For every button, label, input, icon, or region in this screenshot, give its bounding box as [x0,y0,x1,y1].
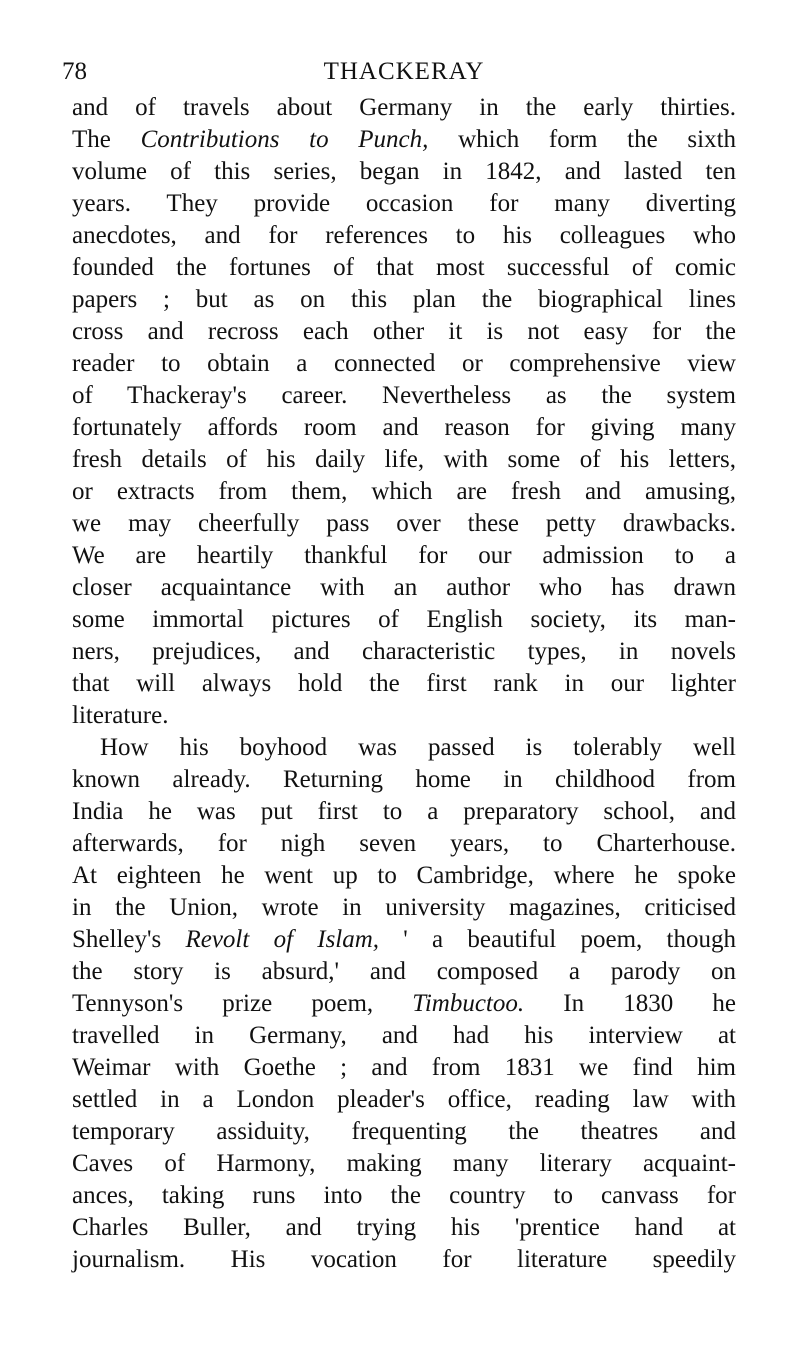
text-line: cross and recross each other it is not easy for the [72,318,736,345]
text-line: of Thackeray's career. Nevertheless as the system [72,382,736,409]
body-text [72,92,736,1276]
paragraph-1 [72,92,736,732]
text-line: fresh details of his daily life, with some of his letters, [72,446,736,473]
text-line: papers ; but as on this plan the biographical lines [72,286,736,313]
text-line: we may cheerfully pass over these petty drawbacks. [72,510,736,537]
line-segment: Tennyson's prize poem, [72,990,413,1017]
text-line: journalism. His vocation for literature speedily [72,1246,736,1273]
text-line: known already. Returning home in childhood from [72,766,736,793]
text-line: closer acquaintance with an author who has drawn [72,574,736,601]
italic-title-revolt-of-islam: Revolt of Islam, [185,926,380,953]
line-segment: In 1830 he [524,990,736,1017]
text-line: in the Union, wrote in university magazines, criticised [72,894,736,921]
running-head [62,52,736,92]
text-line: Caves of Harmony, making many literary acquaint- [72,1150,736,1177]
page-number: 78 [62,58,87,85]
italic-title-contributions-to-punch: Contributions to Punch, [140,126,429,153]
text-line: fortunately affords room and reason for giving many [72,414,736,441]
text-line: temporary assiduity, frequenting the theatres and [72,1118,736,1145]
text-line: and of travels about Germany in the early thirties. [72,94,736,121]
text-line: India he was put first to a preparatory school, and [72,798,736,825]
paragraph-2 [72,732,736,1276]
text-line: years. They provide occasion for many diverting [72,190,736,217]
text-line: travelled in Germany, and had his interview at [72,1022,736,1049]
text-line: ances, taking runs into the country to canvass for [72,1182,736,1209]
line-segment: The [72,126,141,153]
text-line: founded the fortunes of that most successful of comic [72,254,736,281]
text-line: some immortal pictures of English society, its man- [72,606,736,633]
text-line: afterwards, for nigh seven years, to Charterhouse. [72,830,736,857]
text-line: literature. [72,702,169,729]
text-line: ners, prejudices, and characteristic types, in novels [72,638,736,665]
book-page [62,52,737,1276]
text-line: that will always hold the first rank in our lighter [72,670,736,697]
text-line [72,924,736,956]
text-line: Weimar with Goethe ; and from 1831 we find him [72,1054,736,1081]
text-line: Charles Buller, and trying his 'prentice hand at [72,1214,736,1241]
text-line: or extracts from them, which are fresh and amusing, [72,478,736,505]
line-segment: Shelley's [72,926,186,953]
text-line: We are heartily thankful for our admission to a [72,542,736,569]
text-line: How his boyhood was passed is tolerably well [100,734,736,761]
line-segment: which form the sixth [428,126,737,153]
running-title: THACKERAY [323,58,485,85]
text-line: the story is absurd,' and composed a parody on [72,958,736,985]
text-line: At eighteen he went up to Cambridge, where he spoke [72,862,736,889]
line-segment: ' a beautiful poem, though [379,926,736,953]
text-line: settled in a London pleader's office, reading law with [72,1086,736,1113]
text-line: volume of this series, began in 1842, and lasted ten [72,158,736,185]
text-line [72,988,736,1020]
text-line: anecdotes, and for references to his colleagues who [72,222,736,249]
text-line: reader to obtain a connected or comprehensive view [72,350,736,377]
text-line [72,124,736,156]
italic-title-timbuctoo: Timbuctoo. [412,990,525,1017]
